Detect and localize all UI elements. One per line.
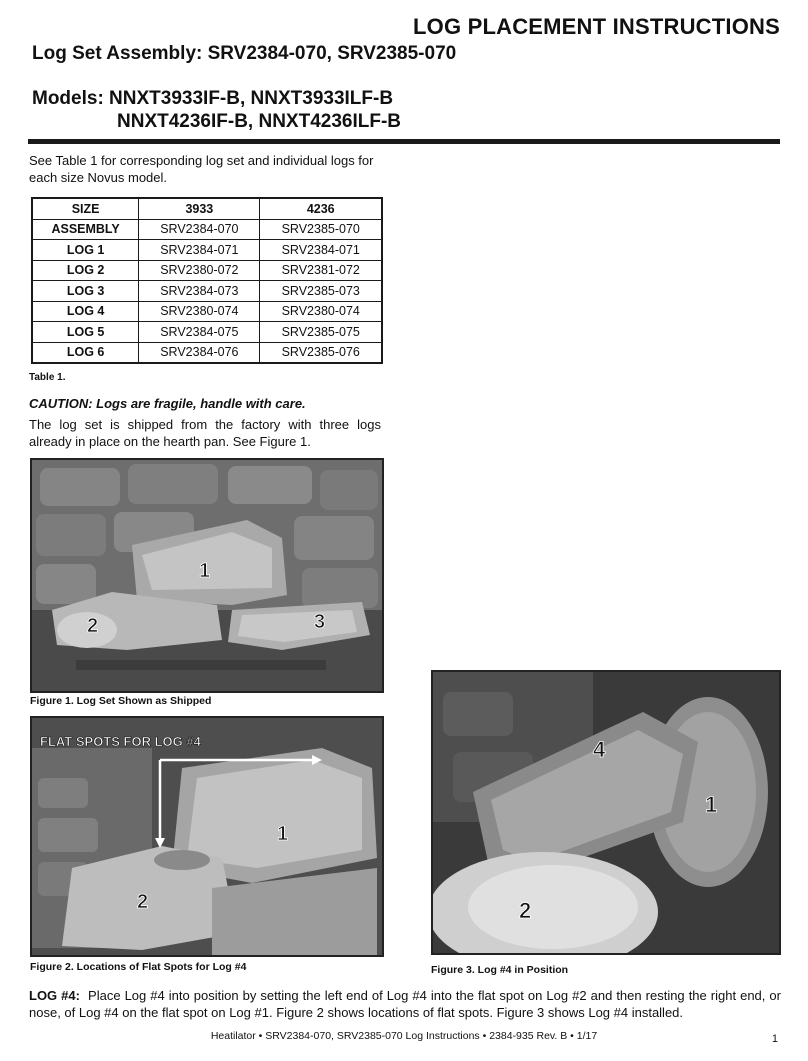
table-cell: SRV2385-075 [260, 322, 382, 343]
caution-note: CAUTION: Logs are fragile, handle with care. [29, 396, 306, 411]
figure-3-label: 2 [519, 898, 532, 923]
figure-2-caption: Figure 2. Locations of Flat Spots for Log #4 [30, 961, 247, 973]
header-divider [28, 139, 780, 144]
log-set-table [31, 197, 383, 364]
table-header-cell: SIZE [32, 198, 139, 219]
table-cell: SRV2380-072 [139, 260, 260, 281]
figure-2-overlay-label: FLAT SPOTS FOR LOG #4 [40, 734, 201, 749]
table-row [32, 342, 382, 363]
table-cell: SRV2385-070 [260, 219, 382, 240]
intro-paragraph: See Table 1 for corresponding log set and individual logs for each size Novus model. [29, 153, 374, 185]
figure-1-illustration [32, 460, 382, 691]
table-row [32, 240, 382, 261]
table-cell: LOG 1 [32, 240, 139, 261]
models-heading-line2: NNXT4236IF-B, NNXT4236ILF-B [117, 111, 402, 132]
table-cell: SRV2384-073 [139, 281, 260, 302]
log4-text: Place Log #4 into position by setting the left end of Log #4 into the flat spot on Log #2 and then resting the right end, or nose, of Log #4 on the flat spot on Log #1. Figure 2 shows locations of flat spots. Figure 3 shows Log #4 installed. [29, 988, 781, 1020]
table-cell: LOG 3 [32, 281, 139, 302]
table-cell: SRV2381-072 [260, 260, 382, 281]
table-caption: Table 1. [29, 372, 66, 383]
figure-3-label: 1 [705, 792, 718, 817]
table-row [32, 260, 382, 281]
table-cell: SRV2380-074 [139, 301, 260, 322]
figure-1-photo [30, 458, 384, 693]
table-row [32, 219, 382, 240]
table-row [32, 322, 382, 343]
shipped-paragraph: The log set is shipped from the factory with three logs already in place on the hearth pan. See Figure 1. [29, 417, 381, 449]
table-cell: LOG 4 [32, 301, 139, 322]
figure-2-photo [30, 716, 384, 957]
table-header-cell: 4236 [260, 198, 382, 219]
table-cell: SRV2385-076 [260, 342, 382, 363]
table-header-row [32, 198, 382, 219]
figure-3-label: 4 [593, 737, 606, 762]
table-cell: SRV2384-070 [139, 219, 260, 240]
table-cell: LOG 2 [32, 260, 139, 281]
assembly-heading: Log Set Assembly: SRV2384-070, SRV2385-070 [32, 43, 457, 64]
figure-2-illustration [32, 718, 382, 955]
figure-3-photo [431, 670, 781, 955]
table-cell: SRV2384-076 [139, 342, 260, 363]
figure-3-illustration [433, 672, 779, 953]
page-title: LOG PLACEMENT INSTRUCTIONS [413, 14, 780, 39]
table-cell: ASSEMBLY [32, 219, 139, 240]
figure-1-label: 2 [87, 615, 99, 637]
table-row [32, 301, 382, 322]
figure-1-caption: Figure 1. Log Set Shown as Shipped [30, 695, 212, 707]
table-cell: SRV2384-071 [139, 240, 260, 261]
table-cell: SRV2384-075 [139, 322, 260, 343]
table-cell: LOG 6 [32, 342, 139, 363]
figure-1-label: 3 [314, 611, 326, 633]
table-cell: SRV2384-071 [260, 240, 382, 261]
table-cell: SRV2380-074 [260, 301, 382, 322]
models-heading-line1: Models: NNXT3933IF-B, NNXT3933ILF-B [32, 88, 394, 109]
log4-label: LOG #4: [29, 988, 80, 1003]
table-row [32, 281, 382, 302]
footer-text: Heatilator • SRV2384-070, SRV2385-070 Log Instructions • 2384-935 Rev. B • 1/17 [210, 1030, 598, 1042]
figure-3-caption: Figure 3. Log #4 in Position [431, 964, 569, 976]
table-cell: LOG 5 [32, 322, 139, 343]
log4-instructions [29, 987, 781, 1021]
table-cell: SRV2385-073 [260, 281, 382, 302]
page-number: 1 [771, 1033, 778, 1045]
table-header-cell: 3933 [139, 198, 260, 219]
figure-1-label: 1 [199, 560, 211, 582]
figure-2-label: 1 [277, 823, 289, 845]
figure-2-label: 2 [137, 891, 149, 913]
